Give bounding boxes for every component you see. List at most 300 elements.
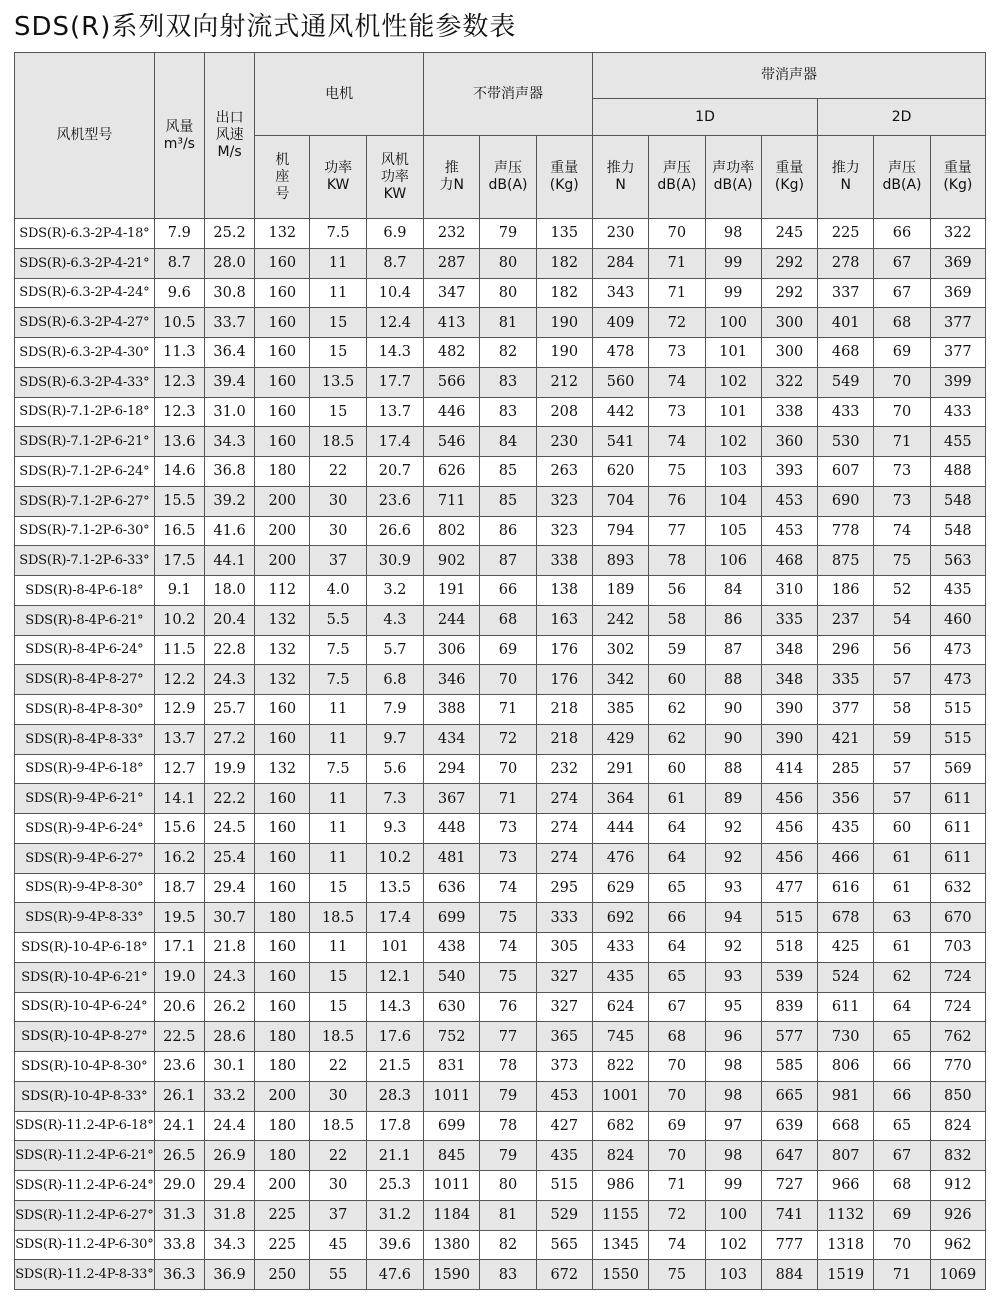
- cell-2d-spl: 71: [874, 427, 930, 457]
- cell-spl: 75: [480, 903, 536, 933]
- cell-model: SDS(R)-9-4P-6-24°: [15, 814, 155, 844]
- cell-thrust: 482: [424, 338, 480, 368]
- cell-weight: 182: [536, 248, 592, 278]
- cell-fan-power: 21.5: [366, 1052, 423, 1082]
- table-row: [15, 308, 986, 338]
- cell-model: SDS(R)-10-4P-8-27°: [15, 1022, 155, 1052]
- cell-spl: 70: [480, 754, 536, 784]
- cell-outlet-speed: 26.9: [204, 1141, 254, 1171]
- cell-power: 37: [310, 1200, 366, 1230]
- cell-frame: 200: [255, 516, 310, 546]
- cell-1d-spl: 74: [649, 367, 705, 397]
- cell-1d-thrust: 560: [592, 367, 648, 397]
- cell-2d-thrust: 981: [818, 1081, 874, 1111]
- cell-power: 11: [310, 933, 366, 963]
- cell-outlet-speed: 24.3: [204, 665, 254, 695]
- cell-airflow: 20.6: [154, 992, 204, 1022]
- header-1d-swl: 声功率 dB(A): [705, 136, 761, 219]
- cell-1d-swl: 99: [705, 248, 761, 278]
- cell-airflow: 12.2: [154, 665, 204, 695]
- cell-1d-swl: 92: [705, 814, 761, 844]
- cell-1d-thrust: 682: [592, 1111, 648, 1141]
- cell-spl: 73: [480, 814, 536, 844]
- cell-1d-swl: 97: [705, 1111, 761, 1141]
- cell-weight: 190: [536, 308, 592, 338]
- header-spl: 声压 dB(A): [480, 136, 536, 219]
- table-row: [15, 605, 986, 635]
- cell-fan-power: 10.2: [366, 843, 423, 873]
- cell-frame: 200: [255, 1081, 310, 1111]
- cell-1d-thrust: 291: [592, 754, 648, 784]
- cell-2d-weight: 569: [930, 754, 985, 784]
- cell-power: 30: [310, 1081, 366, 1111]
- cell-fan-power: 17.7: [366, 367, 423, 397]
- cell-1d-swl: 88: [705, 665, 761, 695]
- cell-airflow: 12.7: [154, 754, 204, 784]
- cell-thrust: 902: [424, 546, 480, 576]
- cell-model: SDS(R)-10-4P-8-30°: [15, 1052, 155, 1082]
- cell-1d-spl: 60: [649, 665, 705, 695]
- cell-airflow: 16.2: [154, 843, 204, 873]
- cell-1d-spl: 71: [649, 1171, 705, 1201]
- cell-1d-thrust: 478: [592, 338, 648, 368]
- cell-2d-spl: 64: [874, 992, 930, 1022]
- table-row: [15, 1022, 986, 1052]
- cell-2d-weight: 377: [930, 308, 985, 338]
- cell-1d-thrust: 476: [592, 843, 648, 873]
- cell-power: 13.5: [310, 367, 366, 397]
- cell-thrust: 232: [424, 219, 480, 249]
- cell-thrust: 699: [424, 903, 480, 933]
- cell-1d-weight: 338: [761, 397, 817, 427]
- cell-1d-spl: 59: [649, 635, 705, 665]
- cell-weight: 672: [536, 1260, 592, 1290]
- cell-spl: 80: [480, 1171, 536, 1201]
- cell-2d-thrust: 611: [818, 992, 874, 1022]
- cell-frame: 160: [255, 397, 310, 427]
- cell-fan-power: 17.6: [366, 1022, 423, 1052]
- cell-1d-thrust: 893: [592, 546, 648, 576]
- cell-outlet-speed: 31.0: [204, 397, 254, 427]
- table-row: [15, 457, 986, 487]
- cell-frame: 160: [255, 843, 310, 873]
- cell-outlet-speed: 39.4: [204, 367, 254, 397]
- cell-frame: 225: [255, 1230, 310, 1260]
- cell-2d-thrust: 335: [818, 665, 874, 695]
- cell-2d-thrust: 875: [818, 546, 874, 576]
- cell-power: 15: [310, 873, 366, 903]
- cell-power: 45: [310, 1230, 366, 1260]
- cell-1d-spl: 64: [649, 843, 705, 873]
- cell-model: SDS(R)-8-4P-8-27°: [15, 665, 155, 695]
- cell-1d-swl: 104: [705, 486, 761, 516]
- cell-2d-weight: 369: [930, 278, 985, 308]
- cell-2d-thrust: 356: [818, 784, 874, 814]
- cell-fan-power: 7.3: [366, 784, 423, 814]
- cell-spl: 85: [480, 486, 536, 516]
- cell-thrust: 287: [424, 248, 480, 278]
- header-with-silencer: 带消声器: [592, 53, 985, 99]
- cell-thrust: 294: [424, 754, 480, 784]
- cell-frame: 160: [255, 278, 310, 308]
- cell-frame: 160: [255, 367, 310, 397]
- cell-1d-spl: 60: [649, 754, 705, 784]
- cell-2d-spl: 65: [874, 1111, 930, 1141]
- table-row: [15, 814, 986, 844]
- cell-1d-spl: 74: [649, 1230, 705, 1260]
- cell-2d-spl: 52: [874, 576, 930, 606]
- cell-outlet-speed: 24.5: [204, 814, 254, 844]
- cell-thrust: 413: [424, 308, 480, 338]
- cell-outlet-speed: 18.0: [204, 576, 254, 606]
- cell-spl: 78: [480, 1111, 536, 1141]
- cell-2d-weight: 703: [930, 933, 985, 963]
- cell-2d-weight: 473: [930, 665, 985, 695]
- cell-1d-spl: 65: [649, 962, 705, 992]
- cell-fan-power: 8.7: [366, 248, 423, 278]
- cell-2d-spl: 61: [874, 843, 930, 873]
- cell-1d-swl: 103: [705, 457, 761, 487]
- cell-frame: 160: [255, 992, 310, 1022]
- cell-weight: 274: [536, 784, 592, 814]
- cell-model: SDS(R)-10-4P-8-33°: [15, 1081, 155, 1111]
- cell-spl: 71: [480, 695, 536, 725]
- cell-frame: 160: [255, 962, 310, 992]
- cell-power: 7.5: [310, 665, 366, 695]
- cell-2d-weight: 435: [930, 576, 985, 606]
- cell-power: 55: [310, 1260, 366, 1290]
- cell-weight: 295: [536, 873, 592, 903]
- cell-outlet-speed: 33.7: [204, 308, 254, 338]
- cell-1d-swl: 100: [705, 308, 761, 338]
- cell-1d-swl: 102: [705, 1230, 761, 1260]
- cell-2d-spl: 73: [874, 486, 930, 516]
- cell-model: SDS(R)-7.1-2P-6-33°: [15, 546, 155, 576]
- cell-2d-thrust: 225: [818, 219, 874, 249]
- table-row: [15, 1200, 986, 1230]
- cell-power: 37: [310, 546, 366, 576]
- cell-power: 30: [310, 516, 366, 546]
- cell-1d-swl: 93: [705, 873, 761, 903]
- cell-model: SDS(R)-11.2-4P-6-30°: [15, 1230, 155, 1260]
- table-row: [15, 665, 986, 695]
- cell-model: SDS(R)-7.1-2P-6-27°: [15, 486, 155, 516]
- cell-2d-thrust: 730: [818, 1022, 874, 1052]
- cell-2d-thrust: 966: [818, 1171, 874, 1201]
- cell-outlet-speed: 26.2: [204, 992, 254, 1022]
- cell-outlet-speed: 34.3: [204, 427, 254, 457]
- cell-spl: 80: [480, 278, 536, 308]
- cell-thrust: 191: [424, 576, 480, 606]
- cell-fan-power: 30.9: [366, 546, 423, 576]
- cell-2d-weight: 824: [930, 1111, 985, 1141]
- cell-2d-thrust: 435: [818, 814, 874, 844]
- cell-fan-power: 3.2: [366, 576, 423, 606]
- cell-power: 22: [310, 1052, 366, 1082]
- cell-model: SDS(R)-9-4P-8-30°: [15, 873, 155, 903]
- cell-2d-weight: 850: [930, 1081, 985, 1111]
- cell-spl: 68: [480, 605, 536, 635]
- cell-power: 30: [310, 486, 366, 516]
- cell-thrust: 1011: [424, 1171, 480, 1201]
- cell-spl: 80: [480, 248, 536, 278]
- header-motor: 电机: [255, 53, 424, 136]
- table-row: [15, 695, 986, 725]
- cell-2d-thrust: 616: [818, 873, 874, 903]
- table-row: [15, 219, 986, 249]
- cell-fan-power: 12.1: [366, 962, 423, 992]
- cell-thrust: 346: [424, 665, 480, 695]
- cell-model: SDS(R)-7.1-2P-6-30°: [15, 516, 155, 546]
- cell-1d-weight: 322: [761, 367, 817, 397]
- cell-weight: 218: [536, 695, 592, 725]
- cell-1d-weight: 292: [761, 248, 817, 278]
- cell-1d-spl: 76: [649, 486, 705, 516]
- cell-spl: 79: [480, 1081, 536, 1111]
- cell-airflow: 15.6: [154, 814, 204, 844]
- cell-1d-thrust: 745: [592, 1022, 648, 1052]
- cell-airflow: 8.7: [154, 248, 204, 278]
- cell-fan-power: 21.1: [366, 1141, 423, 1171]
- table-row: [15, 903, 986, 933]
- cell-fan-power: 25.3: [366, 1171, 423, 1201]
- cell-airflow: 19.5: [154, 903, 204, 933]
- cell-fan-power: 7.9: [366, 695, 423, 725]
- cell-1d-swl: 90: [705, 724, 761, 754]
- cell-1d-swl: 96: [705, 1022, 761, 1052]
- cell-2d-weight: 724: [930, 992, 985, 1022]
- cell-1d-thrust: 1155: [592, 1200, 648, 1230]
- cell-airflow: 13.7: [154, 724, 204, 754]
- cell-1d-swl: 103: [705, 1260, 761, 1290]
- cell-outlet-speed: 30.8: [204, 278, 254, 308]
- cell-2d-weight: 962: [930, 1230, 985, 1260]
- cell-2d-thrust: 1132: [818, 1200, 874, 1230]
- cell-thrust: 845: [424, 1141, 480, 1171]
- cell-thrust: 306: [424, 635, 480, 665]
- cell-thrust: 1590: [424, 1260, 480, 1290]
- cell-model: SDS(R)-6.3-2P-4-21°: [15, 248, 155, 278]
- cell-spl: 75: [480, 962, 536, 992]
- cell-1d-weight: 300: [761, 308, 817, 338]
- header-2d-thrust: 推力 N: [818, 136, 874, 219]
- cell-frame: 160: [255, 933, 310, 963]
- cell-1d-swl: 95: [705, 992, 761, 1022]
- cell-2d-weight: 611: [930, 843, 985, 873]
- header-no-silencer: 不带消声器: [424, 53, 593, 136]
- table-row: [15, 397, 986, 427]
- header-2d-spl: 声压 dB(A): [874, 136, 930, 219]
- cell-weight: 323: [536, 486, 592, 516]
- cell-1d-spl: 71: [649, 248, 705, 278]
- cell-2d-thrust: 530: [818, 427, 874, 457]
- cell-airflow: 16.5: [154, 516, 204, 546]
- cell-outlet-speed: 34.3: [204, 1230, 254, 1260]
- cell-fan-power: 31.2: [366, 1200, 423, 1230]
- cell-airflow: 15.5: [154, 486, 204, 516]
- cell-thrust: 566: [424, 367, 480, 397]
- cell-1d-swl: 99: [705, 278, 761, 308]
- cell-outlet-speed: 22.2: [204, 784, 254, 814]
- cell-model: SDS(R)-6.3-2P-4-30°: [15, 338, 155, 368]
- cell-weight: 135: [536, 219, 592, 249]
- table-row: [15, 367, 986, 397]
- cell-frame: 132: [255, 754, 310, 784]
- cell-spl: 84: [480, 427, 536, 457]
- cell-1d-spl: 72: [649, 1200, 705, 1230]
- cell-1d-weight: 884: [761, 1260, 817, 1290]
- cell-power: 15: [310, 338, 366, 368]
- cell-1d-swl: 84: [705, 576, 761, 606]
- cell-airflow: 29.0: [154, 1171, 204, 1201]
- cell-1d-spl: 68: [649, 1022, 705, 1052]
- cell-1d-swl: 98: [705, 1141, 761, 1171]
- cell-model: SDS(R)-9-4P-8-33°: [15, 903, 155, 933]
- cell-power: 11: [310, 814, 366, 844]
- cell-1d-weight: 839: [761, 992, 817, 1022]
- cell-2d-spl: 66: [874, 1081, 930, 1111]
- cell-1d-weight: 456: [761, 784, 817, 814]
- header-1d-thrust: 推力 N: [592, 136, 648, 219]
- table-row: [15, 278, 986, 308]
- cell-fan-power: 17.4: [366, 903, 423, 933]
- cell-2d-weight: 433: [930, 397, 985, 427]
- cell-model: SDS(R)-9-4P-6-27°: [15, 843, 155, 873]
- cell-2d-weight: 1069: [930, 1260, 985, 1290]
- cell-fan-power: 26.6: [366, 516, 423, 546]
- cell-1d-spl: 75: [649, 1260, 705, 1290]
- cell-fan-power: 20.7: [366, 457, 423, 487]
- table-row: [15, 1260, 986, 1290]
- cell-fan-power: 12.4: [366, 308, 423, 338]
- cell-2d-spl: 57: [874, 665, 930, 695]
- cell-spl: 83: [480, 397, 536, 427]
- cell-power: 11: [310, 724, 366, 754]
- page-title: SDS(R)系列双向射流式通风机性能参数表: [14, 12, 517, 42]
- cell-frame: 160: [255, 814, 310, 844]
- cell-thrust: 540: [424, 962, 480, 992]
- cell-frame: 180: [255, 1111, 310, 1141]
- cell-2d-thrust: 807: [818, 1141, 874, 1171]
- cell-1d-spl: 58: [649, 605, 705, 635]
- cell-thrust: 636: [424, 873, 480, 903]
- cell-spl: 79: [480, 1141, 536, 1171]
- cell-2d-spl: 74: [874, 516, 930, 546]
- table-row: [15, 843, 986, 873]
- cell-airflow: 7.9: [154, 219, 204, 249]
- cell-fan-power: 101: [366, 933, 423, 963]
- cell-power: 11: [310, 843, 366, 873]
- cell-weight: 565: [536, 1230, 592, 1260]
- cell-1d-weight: 335: [761, 605, 817, 635]
- cell-1d-swl: 102: [705, 427, 761, 457]
- cell-fan-power: 28.3: [366, 1081, 423, 1111]
- cell-airflow: 18.7: [154, 873, 204, 903]
- header-1d: 1D: [592, 99, 817, 136]
- cell-outlet-speed: 27.2: [204, 724, 254, 754]
- cell-2d-spl: 54: [874, 605, 930, 635]
- cell-model: SDS(R)-10-4P-6-21°: [15, 962, 155, 992]
- cell-spl: 74: [480, 873, 536, 903]
- cell-1d-weight: 518: [761, 933, 817, 963]
- cell-airflow: 10.5: [154, 308, 204, 338]
- cell-spl: 69: [480, 635, 536, 665]
- table-row: [15, 1230, 986, 1260]
- cell-2d-weight: 724: [930, 962, 985, 992]
- cell-1d-spl: 73: [649, 338, 705, 368]
- cell-model: SDS(R)-9-4P-6-18°: [15, 754, 155, 784]
- cell-model: SDS(R)-11.2-4P-8-33°: [15, 1260, 155, 1290]
- cell-airflow: 14.6: [154, 457, 204, 487]
- cell-thrust: 434: [424, 724, 480, 754]
- cell-thrust: 448: [424, 814, 480, 844]
- cell-1d-thrust: 435: [592, 962, 648, 992]
- cell-fan-power: 13.7: [366, 397, 423, 427]
- cell-spl: 76: [480, 992, 536, 1022]
- cell-thrust: 1380: [424, 1230, 480, 1260]
- cell-2d-weight: 912: [930, 1171, 985, 1201]
- cell-1d-weight: 310: [761, 576, 817, 606]
- cell-2d-spl: 61: [874, 873, 930, 903]
- cell-weight: 427: [536, 1111, 592, 1141]
- cell-spl: 86: [480, 516, 536, 546]
- cell-spl: 66: [480, 576, 536, 606]
- cell-weight: 327: [536, 962, 592, 992]
- cell-1d-thrust: 629: [592, 873, 648, 903]
- cell-1d-spl: 73: [649, 397, 705, 427]
- cell-2d-thrust: 237: [818, 605, 874, 635]
- cell-2d-weight: 322: [930, 219, 985, 249]
- cell-fan-power: 47.6: [366, 1260, 423, 1290]
- cell-2d-thrust: 433: [818, 397, 874, 427]
- cell-1d-thrust: 342: [592, 665, 648, 695]
- cell-2d-spl: 61: [874, 933, 930, 963]
- cell-thrust: 347: [424, 278, 480, 308]
- cell-1d-weight: 468: [761, 546, 817, 576]
- cell-thrust: 244: [424, 605, 480, 635]
- cell-2d-weight: 369: [930, 248, 985, 278]
- cell-power: 22: [310, 1141, 366, 1171]
- header-fan-power: 风机 功率 KW: [366, 136, 423, 219]
- cell-airflow: 10.2: [154, 605, 204, 635]
- cell-thrust: 1011: [424, 1081, 480, 1111]
- cell-1d-thrust: 429: [592, 724, 648, 754]
- cell-2d-spl: 60: [874, 814, 930, 844]
- cell-1d-swl: 105: [705, 516, 761, 546]
- table-row: [15, 1171, 986, 1201]
- cell-spl: 82: [480, 1230, 536, 1260]
- cell-power: 30: [310, 1171, 366, 1201]
- cell-2d-weight: 670: [930, 903, 985, 933]
- cell-weight: 274: [536, 843, 592, 873]
- cell-1d-thrust: 822: [592, 1052, 648, 1082]
- table-row: [15, 933, 986, 963]
- cell-fan-power: 39.6: [366, 1230, 423, 1260]
- cell-weight: 263: [536, 457, 592, 487]
- cell-outlet-speed: 28.6: [204, 1022, 254, 1052]
- cell-1d-swl: 98: [705, 219, 761, 249]
- cell-thrust: 438: [424, 933, 480, 963]
- cell-1d-weight: 453: [761, 516, 817, 546]
- cell-model: SDS(R)-6.3-2P-4-33°: [15, 367, 155, 397]
- cell-2d-spl: 69: [874, 1200, 930, 1230]
- cell-frame: 160: [255, 248, 310, 278]
- cell-spl: 81: [480, 1200, 536, 1230]
- cell-airflow: 9.1: [154, 576, 204, 606]
- cell-2d-thrust: 377: [818, 695, 874, 725]
- cell-1d-spl: 72: [649, 308, 705, 338]
- cell-1d-weight: 245: [761, 219, 817, 249]
